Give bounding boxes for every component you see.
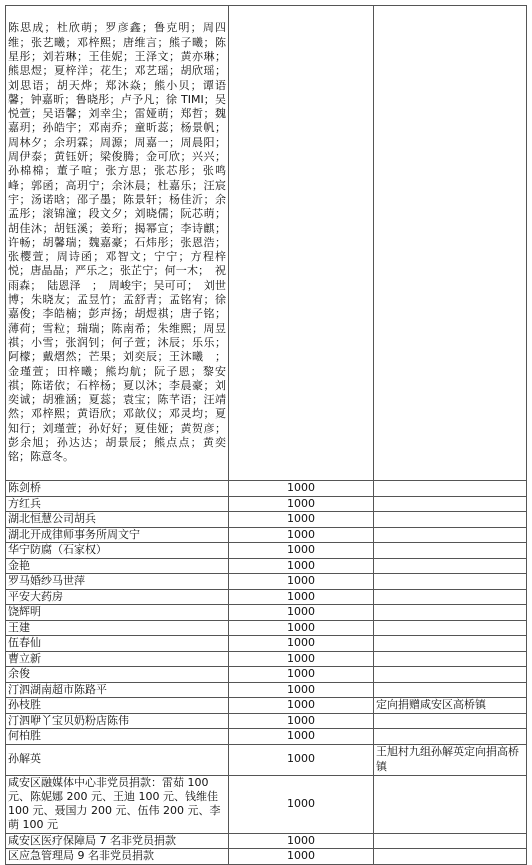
table-row bbox=[6, 574, 527, 590]
amount-cell: 1000 bbox=[229, 651, 374, 667]
donor-name-cell: 方红兵 bbox=[6, 496, 229, 512]
donor-name-cell: 区应急管理局 9 名非党员捐款 bbox=[6, 849, 229, 865]
amount-cell: 1000 bbox=[229, 833, 374, 849]
donor-name-cell: 罗马婚纱马世萍 bbox=[6, 574, 229, 590]
donor-name-cell: 余俊 bbox=[6, 667, 229, 683]
table-row bbox=[6, 744, 527, 775]
table-row bbox=[6, 775, 527, 833]
amount-cell: 1000 bbox=[229, 496, 374, 512]
donor-name-cell: 孙解英 bbox=[6, 744, 229, 775]
note-cell bbox=[374, 6, 527, 481]
note-cell: 王旭村九组孙解英定向捐高桥镇 bbox=[374, 744, 527, 775]
note-cell bbox=[374, 512, 527, 528]
amount-cell: 1000 bbox=[229, 512, 374, 528]
donation-table bbox=[5, 5, 527, 865]
amount-cell: 1000 bbox=[229, 849, 374, 865]
note-cell bbox=[374, 605, 527, 621]
amount-cell: 1000 bbox=[229, 558, 374, 574]
amount-cell: 1000 bbox=[229, 620, 374, 636]
table-row bbox=[6, 682, 527, 698]
note-cell bbox=[374, 574, 527, 590]
donor-name-cell: 平安大药房 bbox=[6, 589, 229, 605]
donor-name-cell: 咸安区融媒体中心非党员捐款：雷茹 100 元、陈妮娜 200 元、王迪 100 元、钱维佳 100 元、聂国力 200 元、伍伟 200 元、李萌 100 元 bbox=[6, 775, 229, 833]
donor-name-cell: 王建 bbox=[6, 620, 229, 636]
amount-cell: 1000 bbox=[229, 744, 374, 775]
donor-name-cell: 饶辉明 bbox=[6, 605, 229, 621]
amount-cell: 1000 bbox=[229, 481, 374, 497]
amount-cell: 1000 bbox=[229, 605, 374, 621]
note-cell bbox=[374, 558, 527, 574]
note-cell bbox=[374, 729, 527, 745]
note-cell bbox=[374, 651, 527, 667]
table-row bbox=[6, 636, 527, 652]
donor-name-cell: 咸安区医疗保障局 7 名非党员捐款 bbox=[6, 833, 229, 849]
note-cell: 定向捐赠咸安区高桥镇 bbox=[374, 698, 527, 714]
note-cell bbox=[374, 636, 527, 652]
table-row bbox=[6, 6, 527, 481]
note-cell bbox=[374, 682, 527, 698]
donor-name-cell: 孙枝胜 bbox=[6, 698, 229, 714]
donor-name-cell: 陈剑桥 bbox=[6, 481, 229, 497]
table-row bbox=[6, 833, 527, 849]
donor-name-cell: 湖北开成律师事务所周文宁 bbox=[6, 527, 229, 543]
note-cell bbox=[374, 713, 527, 729]
table-row bbox=[6, 605, 527, 621]
table-row bbox=[6, 698, 527, 714]
amount-cell: 1000 bbox=[229, 729, 374, 745]
note-cell bbox=[374, 496, 527, 512]
amount-cell: 1000 bbox=[229, 698, 374, 714]
note-cell bbox=[374, 527, 527, 543]
amount-cell: 1000 bbox=[229, 574, 374, 590]
amount-cell: 1000 bbox=[229, 775, 374, 833]
note-cell bbox=[374, 620, 527, 636]
donor-names-cell: 陈思成；杜欣萌；罗彦鑫；鲁克明；周四维；张艺曦；邓梓熙；唐维言；熊子曦；陈星彤；刘若琳；王佳妮；王泽文；黄亦琳；熊思煜；夏梓洋；花生；邓艺瑶；胡欣瑶；刘思语；胡天烨；郑沐焱；熊小贝；谭语馨；钟嘉昕；鲁晓彤；卢予凡；徐 TIMI；吴悦萱；吴语馨；刘幸尘；雷娅萌；郑哲；魏嘉玥；孙皓宇；邓南乔；童昕蕊；杨景帆；周林夕；余玥霖；周源；周嘉一；周晨阳；周伊泰；黄钰妍；梁俊腾；金可欣；兴兴；孙棉棉；董子喧；张方思；张芯彤；张鸣峰；郭函；高玥宁；余沐晨；杜嘉乐；汪宸宇；汤诺晗；邵子墨；陈景轩；杨佳沂；余孟彤；滚锦潼；段文夕；刘晓儒；阮芯萌；胡佳沐；胡钰溪；姜珩；揭幂宣；李诗麒；许畅；胡馨瑞；魏嘉豪；石炜彤；张恩浩；张樱萱；周诗函；邓智文；宁宁；方程梓悦；唐晶晶；严乐之；张芷宁；何一木； 祝雨森； 陆恩泽 ； 周峻宇；吴可可； 刘世博；朱晓友；孟昱竹；孟舒青；孟铭宥；徐嘉俊；李皓楠；彭声扬；胡煜祺；唐子铭；薄荷；雪粒；瑞瑞；陈南希；朱维熙；周昱祺；小雪；张润钊；何子萱；沐辰；乐乐；阿檬；戴熠然；芒果；刘奕辰；王沐曦 ；金瑾萱；田梓曦；熊均航；阮子恩；黎安祺；陈诺依；石梓杨；夏以沐；李晨豪；刘奕诚；胡雅涵；夏蕊；袁宝；陈芊语；汪靖然；邓梓熙；黄语欣；邓歆仪；邓灵均；夏知行；刘瑾萱；孙好好；夏佳娅；黄贺彦；彭余旭；孙达达；胡景辰；熊点点；黄奕铭；陈意冬。 bbox=[6, 6, 229, 481]
note-cell bbox=[374, 775, 527, 833]
donor-name-cell: 何柏胜 bbox=[6, 729, 229, 745]
amount-cell: 1000 bbox=[229, 682, 374, 698]
donor-name-cell: 华宁防腐（石家权） bbox=[6, 543, 229, 559]
donor-name-cell: 金艳 bbox=[6, 558, 229, 574]
donor-name-cell: 伍春仙 bbox=[6, 636, 229, 652]
note-cell bbox=[374, 543, 527, 559]
table-row bbox=[6, 512, 527, 528]
table-row bbox=[6, 589, 527, 605]
amount-cell: 1000 bbox=[229, 527, 374, 543]
amount-cell: 1000 bbox=[229, 636, 374, 652]
table-row bbox=[6, 527, 527, 543]
note-cell bbox=[374, 667, 527, 683]
table-row bbox=[6, 667, 527, 683]
donor-name-cell: 汀泗咿丫宝贝奶粉店陈伟 bbox=[6, 713, 229, 729]
note-cell bbox=[374, 481, 527, 497]
table-row bbox=[6, 481, 527, 497]
table-row bbox=[6, 713, 527, 729]
donor-name-cell: 湖北恒慧公司胡兵 bbox=[6, 512, 229, 528]
table-row bbox=[6, 496, 527, 512]
amount-cell: 1000 bbox=[229, 667, 374, 683]
table-row bbox=[6, 729, 527, 745]
amount-cell: 1000 bbox=[229, 589, 374, 605]
note-cell bbox=[374, 833, 527, 849]
table-row bbox=[6, 651, 527, 667]
donor-name-cell: 汀泗湖南超市陈路平 bbox=[6, 682, 229, 698]
amount-cell: 1000 bbox=[229, 543, 374, 559]
amount-cell: 1000 bbox=[229, 713, 374, 729]
donor-name-cell: 曹立新 bbox=[6, 651, 229, 667]
note-cell bbox=[374, 589, 527, 605]
amount-cell bbox=[229, 6, 374, 481]
table-row bbox=[6, 543, 527, 559]
table-row bbox=[6, 558, 527, 574]
table-row bbox=[6, 620, 527, 636]
